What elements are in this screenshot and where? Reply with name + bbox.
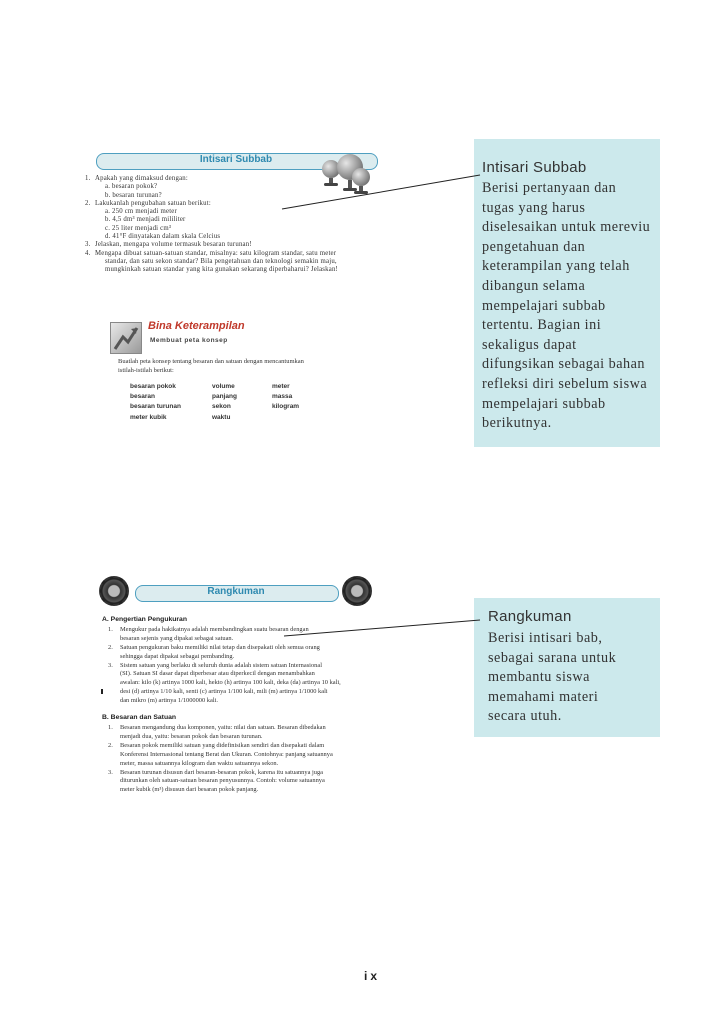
note-line: Berisi pertanyaan dan: [482, 180, 617, 196]
term-cell: sekon: [212, 403, 231, 411]
term-cell: meter: [272, 383, 290, 390]
rangkuman-item-text: (SI). Satuan SI dasar dapat diperbesar atau diperkecil dengan menambahkan: [120, 670, 315, 678]
question-text: mungkinkah satuan standar yang kita gunakan sekarang diperbaharui? Jelaskan!: [105, 266, 339, 274]
rangkuman-item-text: desi (d) artinya 1/10 kali, senti (c) artinya 1/100 kali, mili (m) artinya 1/1000 kali: [120, 688, 328, 696]
question-text: Lakukanlah pengubahan satuan berikut:: [95, 199, 211, 207]
note-line: secara utuh.: [488, 708, 562, 725]
note-line: membantu siswa: [488, 669, 590, 686]
term-cell: besaran: [130, 393, 155, 401]
question-text: b. 4,5 dm³ menjadi mililiter: [105, 216, 186, 224]
note-line: sebagai sarana untuk: [488, 649, 617, 666]
rangkuman-item-text: awalan: kilo (k) artinya 1000 kali, hekto (h) artinya 100 kali, deka (da) artinya 10 kali,: [120, 679, 341, 687]
note-line: sekaligus dapat: [482, 336, 577, 353]
question-text: d. 41°F dinyatakan dalam skala Celcius: [105, 233, 221, 241]
bina-subtitle: Membuat peta konsep: [150, 337, 228, 344]
rangkuman-section-heading: A. Pengertian Pengukuran: [102, 616, 187, 623]
rangkuman-item-text: meter, massa satuannya kilogram dan waktu satuannya sekon.: [120, 759, 279, 767]
rangkuman-item-text: sehingga dapat dipakai sebagai pembanding.: [120, 652, 235, 660]
rangkuman-item-number: 3.: [108, 768, 113, 776]
question-number: 4.: [85, 249, 91, 257]
bina-description-line: istilah-istilah berikut:: [118, 366, 174, 374]
rangkuman-item-text: Besaran mengandung dua komponen, yaitu: nilai dan satuan. Besaran dibedakan: [120, 723, 326, 731]
note-line: dibangun selama: [482, 277, 586, 294]
rangkuman-item-text: Konferensi Internasional tentang Berat dan Ukuran. Contohnya: panjang satuannya: [120, 750, 333, 758]
rangkuman-item-text: besaran sejenis yang dipakai sebagai satuan.: [120, 634, 234, 642]
question-text: a. 250 cm menjadi meter: [105, 208, 177, 216]
question-text: Mengapa dibuat satuan-satuan standar, misalnya: satu kilogram standar, satu meter: [95, 249, 337, 257]
question-text: Jelaskan, mengapa volume termasuk besaran turunan!: [95, 241, 252, 249]
bina-description-line: Buatlah peta konsep tentang besaran dan satuan dengan mencantumkan: [118, 358, 304, 365]
intisari-note-heading: Intisari Subbab: [482, 159, 587, 176]
connector-line-intisari: [282, 175, 480, 209]
note-line: pengetahuan dan: [482, 238, 586, 255]
bina-title: Bina Keterampilan: [148, 320, 245, 332]
rangkuman-item-text: Besaran turunan disusun dari besaran-besaran pokok, karena itu satuannya juga: [120, 768, 324, 776]
question-text: Apakah yang dimaksud dengan:: [95, 175, 188, 182]
term-cell: waktu: [212, 413, 231, 421]
rangkuman-item-number: 1.: [108, 625, 113, 633]
rangkuman-item-text: Besaran pokok memiliki satuan yang didefinisikan sendiri dan disepakati dalam: [120, 741, 325, 749]
note-line: tugas yang harus: [482, 199, 586, 216]
question-text: c. 25 liter menjadi cm³: [105, 224, 172, 232]
question-number: 3.: [85, 241, 91, 249]
rangkuman-item-text: dan mikro (m) artinya 1/1000000 kali.: [120, 697, 218, 705]
term-cell: kilogram: [272, 403, 300, 411]
note-line: keterampilan yang telah: [482, 258, 630, 275]
note-line: refleksi diri sebelum siswa: [482, 375, 648, 392]
connector-line-rangkuman: [284, 620, 480, 636]
rangkuman-header-title: Rangkuman: [207, 586, 265, 597]
term-cell: volume: [212, 383, 235, 390]
rangkuman-item-text: menjadi dua, yaitu: besaran pokok dan besaran turunan.: [120, 732, 263, 740]
term-cell: besaran turunan: [130, 403, 181, 411]
rangkuman-item-text: Satuan pengukuran baku memiliki nilai tetap dan disepakati oleh semua orang: [120, 643, 320, 651]
rangkuman-item-text: meter kubik (m³) disusun dari besaran pokok panjang.: [120, 786, 259, 794]
rangkuman-note-heading: Rangkuman: [488, 608, 572, 625]
rangkuman-item-number: 3.: [108, 661, 113, 669]
rangkuman-item-number: 2.: [108, 741, 113, 749]
rangkuman-item-text: Sistem satuan yang berlaku di seluruh dunia adalah sistem satuan Internasional: [120, 661, 322, 669]
note-line: difungsikan sebagai bahan: [482, 356, 645, 373]
rangkuman-item-text: diturunkan oleh satuan-satuan besaran penyusunnya. Contoh: volume satuannya: [120, 777, 325, 785]
question-text: b. besaran turunan?: [105, 191, 162, 199]
note-line: memahami materi: [488, 688, 599, 705]
intisari-header-title: Intisari Subbab: [199, 154, 273, 165]
rangkuman-item-text: Mengukur pada hakikatnya adalah membandingkan suatu besaran dengan: [120, 625, 309, 633]
term-cell: meter kubik: [130, 413, 167, 421]
rangkuman-item-number: 1.: [108, 723, 113, 731]
question-text: standar, dan satu sekon standar? Bila pengetahuan dan teknologi semakin maju,: [105, 257, 337, 265]
rangkuman-item-number: 2.: [108, 643, 113, 651]
note-line: berikutnya.: [482, 415, 552, 432]
page-number: ix: [364, 969, 381, 983]
rangkuman-section-heading: B. Besaran dan Satuan: [102, 714, 177, 722]
note-line: mempelajari subbab: [482, 395, 606, 412]
term-cell: besaran pokok: [130, 383, 176, 390]
note-line: tertentu. Bagian ini: [482, 317, 602, 334]
question-number: 2.: [85, 199, 91, 207]
term-cell: massa: [272, 393, 293, 401]
question-text: a. besaran pokok?: [105, 183, 158, 191]
term-cell: panjang: [212, 393, 237, 401]
note-line: diselesaikan untuk mereviu: [482, 219, 651, 236]
question-number: 1.: [85, 175, 91, 182]
note-line: Berisi intisari bab,: [488, 630, 603, 646]
note-line: mempelajari subbab: [482, 297, 606, 314]
